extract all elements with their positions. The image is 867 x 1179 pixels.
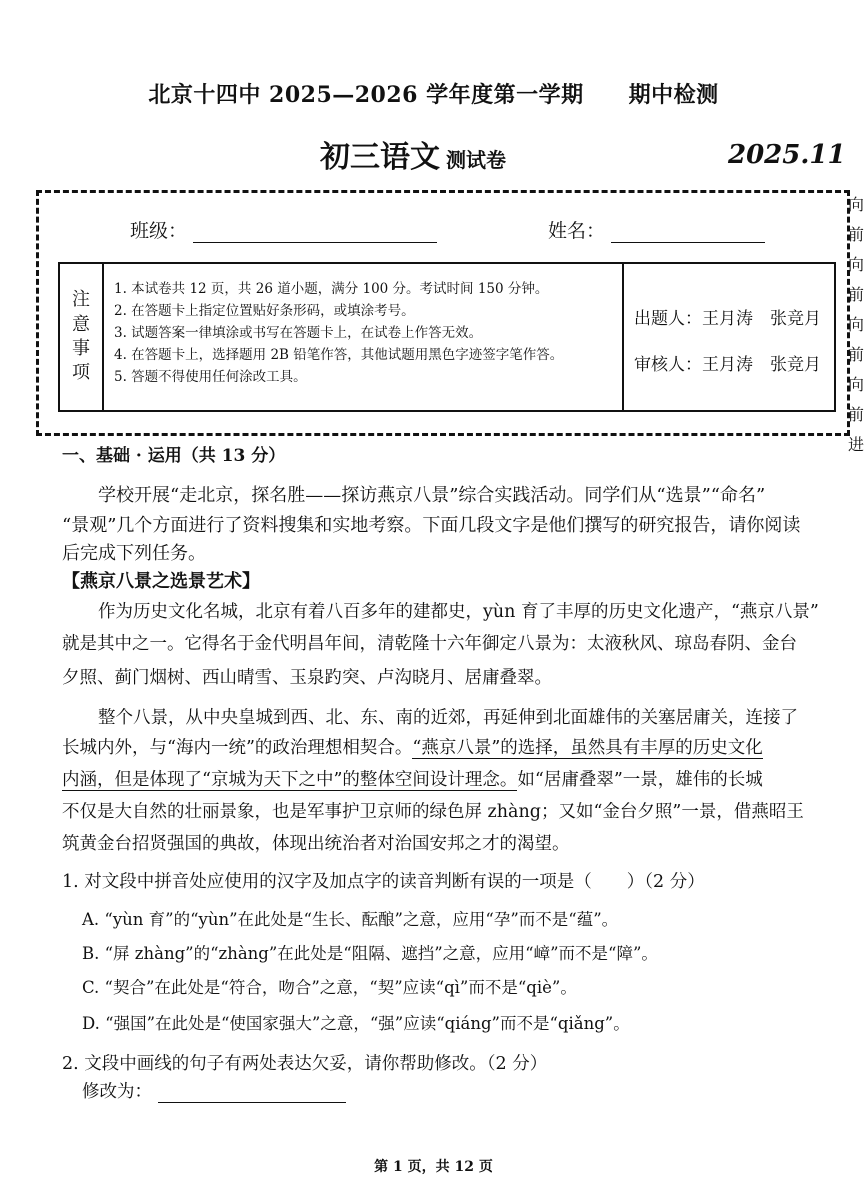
reviewer-line: 审核人：王月涛 张竞月 [634, 355, 821, 375]
paper-type: 测试卷 [446, 148, 506, 172]
edge-char: 向 [848, 195, 865, 214]
section-heading: 一、基础 · 运用（共 13 分） [62, 446, 286, 466]
passage-line: 就是其中之一。它得名于金代明昌年间，清乾隆十六年御定八景为：太液秋风、琼岛春阴、金台 [62, 634, 797, 654]
passage-line: 不仅是大自然的壮丽景象，也是军事护卫京师的绿色屏 zhàng；又如“金台夕照”一景，借燕昭王 [62, 802, 804, 822]
question-2-answer [82, 1078, 346, 1103]
notice-label-char: 意 [72, 313, 90, 335]
answer-blank[interactable] [158, 1084, 346, 1103]
passage-text: 长城内外，与“海内一统”的政治理想相契合。 [62, 738, 413, 758]
exam-title: 北京十四中 2025—2026 学年度第一学期 期中检测 [148, 82, 719, 108]
intro-line: 后完成下列任务。 [62, 543, 206, 564]
question-1-option-a[interactable]: A. “yùn 育”的“yùn”在此处是“生长、酝酿”之意，应用“孕”而不是“蕴”。 [82, 910, 619, 929]
intro-line: 学校开展“走北京，探名胜——探访燕京八景”综合实践活动。同学们从“选景”“命名” [98, 485, 766, 506]
exam-subtitle [320, 132, 506, 176]
question-1-stem: 1. 对文段中拼音处应使用的汉字及加点字的读音判断有误的一项是（ ）（2 分） [62, 872, 705, 892]
passage-line [62, 766, 763, 794]
class-blank[interactable] [193, 222, 437, 243]
page-number: 第 1 页，共 12 页 [374, 1159, 493, 1175]
passage-line: 夕照、蓟门烟树、西山晴雪、玉泉趵突、卢沟晓月、居庸叠翠。 [62, 668, 552, 688]
class-field [130, 216, 437, 243]
answer-label: 修改为： [82, 1082, 152, 1102]
subject-name: 初三语文 [320, 140, 440, 175]
exam-date: 2025.11 [728, 140, 846, 170]
question-1-option-d[interactable]: D. “强国”在此处是“使国家强大”之意，“强”应读“qiáng”而不是“qiǎng”。 [82, 1014, 630, 1033]
underlined-sentence: 内涵，但是体现了“京城为天下之中”的整体空间设计理念。 [62, 770, 518, 790]
notice-label-char: 项 [72, 362, 90, 384]
notice-item: 3. 试题答案一律填涂或书写在答题卡上，在试卷上作答无效。 [114, 325, 483, 341]
class-label: 班级： [130, 220, 188, 242]
name-field [548, 216, 765, 243]
edge-char: 前 [848, 285, 865, 304]
passage-line: 作为历史文化名城，北京有着八百多年的建都史，yùn 育了丰厚的历史文化遗产，“燕京八景” [98, 602, 819, 622]
notice-items [104, 264, 624, 410]
edge-text [848, 190, 866, 460]
passage-line: 筑黄金台招贤强国的典故，体现出统治者对治国安邦之才的渴望。 [62, 834, 570, 854]
passage-text: 如“居庸叠翠”一景，雄伟的长城 [517, 770, 763, 790]
edge-char: 前 [848, 345, 865, 364]
underlined-sentence: “燕京八景”的选择，虽然具有丰厚的历史文化 [412, 738, 763, 758]
edge-char: 向 [848, 255, 865, 274]
notice-staff [624, 264, 834, 410]
edge-char: 前 [848, 405, 865, 424]
intro-line: “景观”几个方面进行了资料搜集和实地考察。下面几段文字是他们撰写的研究报告，请你阅读 [62, 515, 801, 536]
edge-char: 向 [848, 375, 865, 394]
passage-line [62, 734, 763, 762]
name-label: 姓名： [548, 220, 606, 242]
question-2-stem: 2. 文段中画线的句子有两处表达欠妥，请你帮助修改。（2 分） [62, 1054, 548, 1074]
name-blank[interactable] [611, 222, 765, 243]
notice-label-char: 事 [72, 338, 90, 359]
question-1-option-b[interactable]: B. “屏 zhàng”的“zhàng”在此处是“阻隔、遮挡”之意，应用“嶂”而不是“障”。 [82, 944, 658, 963]
notice-item: 5. 答题不得使用任何涂改工具。 [114, 369, 307, 385]
notice-label-char: 注 [72, 289, 90, 311]
edge-char: 进 [848, 435, 865, 454]
notice-table [58, 262, 836, 412]
author-line: 出题人：王月涛 张竞月 [634, 309, 821, 329]
notice-item: 2. 在答题卡上指定位置贴好条形码，或填涂考号。 [114, 303, 415, 319]
sub-heading: 【燕京八景之选景艺术】 [62, 571, 260, 592]
edge-char: 向 [848, 315, 865, 334]
notice-item: 1. 本试卷共 12 页，共 26 道小题，满分 100 分。考试时间 150 分钟。 [114, 281, 549, 297]
passage-line: 整个八景，从中央皇城到西、北、东、南的近郊，再延伸到北面雄伟的关塞居庸关，连接了 [98, 708, 798, 728]
notice-item: 4. 在答题卡上，选择题用 2B 铅笔作答，其他试题用黑色字迹签字笔作答。 [114, 347, 564, 363]
question-1-option-c[interactable]: C. “契合”在此处是“符合，吻合”之意，“契”应读“qì”而不是“qiè”。 [82, 978, 577, 997]
edge-char: 前 [848, 225, 865, 244]
notice-label [60, 264, 104, 410]
